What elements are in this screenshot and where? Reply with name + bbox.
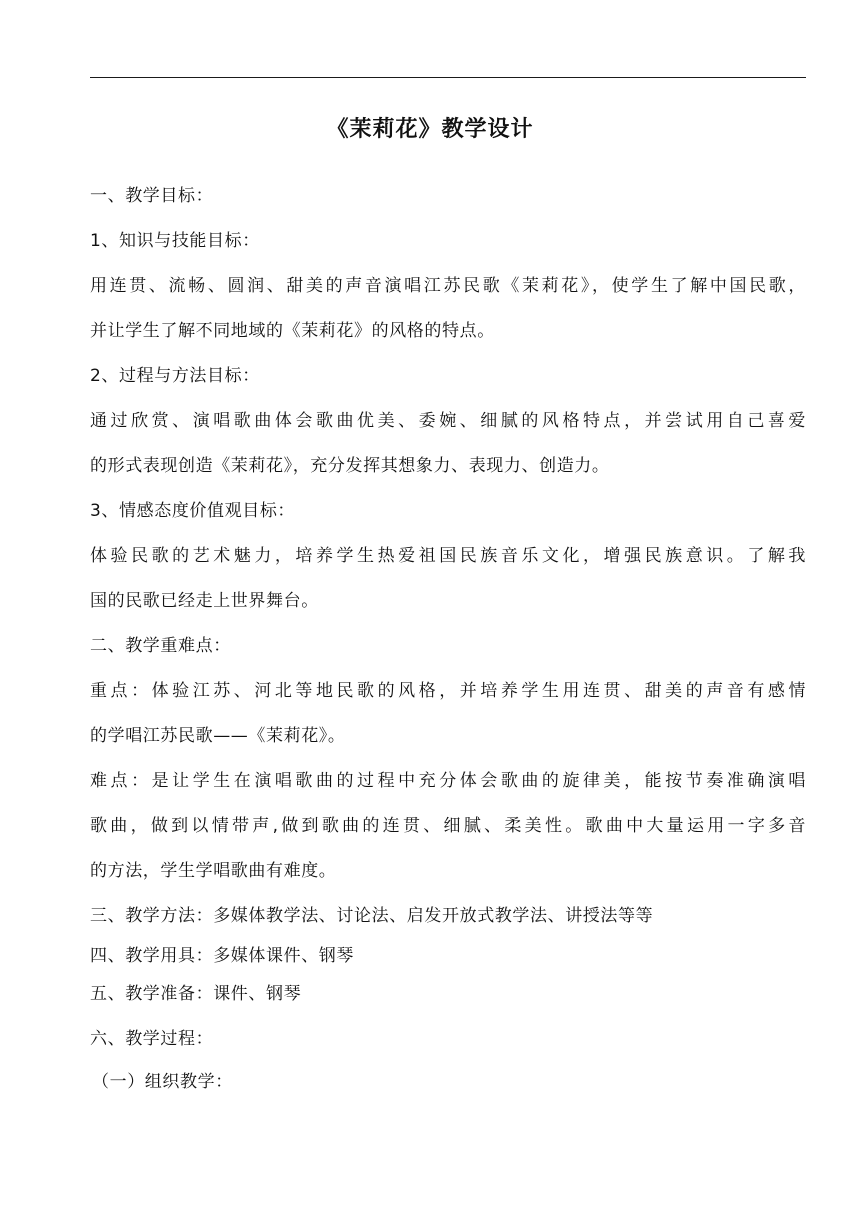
section-heading-key-points: 二、教学重难点： — [90, 636, 231, 656]
paragraph-line: 用连贯、流畅、圆润、甜美的声音演唱江苏民歌《茉莉花》，使学生了解中国民歌， — [90, 276, 806, 296]
paragraph-line: 的方法，学生学唱歌曲有难度。 — [90, 861, 337, 881]
subheading-knowledge-skills: 1、知识与技能目标： — [90, 231, 260, 251]
section-heading-methods: 三、教学方法：多媒体教学法、讨论法、启发开放式教学法、讲授法等等 — [90, 906, 654, 926]
subheading-organize-teaching: （一）组织教学： — [92, 1072, 233, 1092]
section-heading-tools: 四、教学用具：多媒体课件、钢琴 — [90, 946, 354, 966]
section-heading-process: 六、教学过程： — [90, 1029, 214, 1049]
section-heading-objectives: 一、教学目标： — [90, 186, 214, 206]
section-heading-preparation: 五、教学准备：课件、钢琴 — [90, 984, 302, 1004]
header-rule — [90, 77, 806, 78]
paragraph-line: 的形式表现创造《茉莉花》，充分发挥其想象力、表现力、创造力。 — [90, 456, 610, 476]
subheading-emotion-values: 3、情感态度价值观目标： — [90, 501, 296, 521]
paragraph-line: 体验民歌的艺术魅力，培养学生热爱祖国民族音乐文化，增强民族意识。了解我 — [90, 546, 806, 566]
paragraph-line: 歌曲，做到以情带声,做到歌曲的连贯、细腻、柔美性。歌曲中大量运用一字多音 — [90, 816, 806, 836]
paragraph-line: 重点：体验江苏、河北等地民歌的风格，并培养学生用连贯、甜美的声音有感情 — [90, 681, 806, 701]
paragraph-line: 的学唱江苏民歌——《茉莉花》。 — [90, 726, 346, 746]
document-title: 《茉莉花》教学设计 — [326, 117, 534, 142]
subheading-process-method: 2、过程与方法目标： — [90, 366, 260, 386]
paragraph-line: 并让学生了解不同地域的《茉莉花》的风格的特点。 — [90, 321, 495, 341]
paragraph-line: 通过欣赏、演唱歌曲体会歌曲优美、委婉、细腻的风格特点，并尝试用自己喜爱 — [90, 411, 806, 431]
paragraph-line: 难点：是让学生在演唱歌曲的过程中充分体会歌曲的旋律美，能按节奏准确演唱 — [90, 771, 806, 791]
paragraph-line: 国的民歌已经走上世界舞台。 — [90, 591, 319, 611]
